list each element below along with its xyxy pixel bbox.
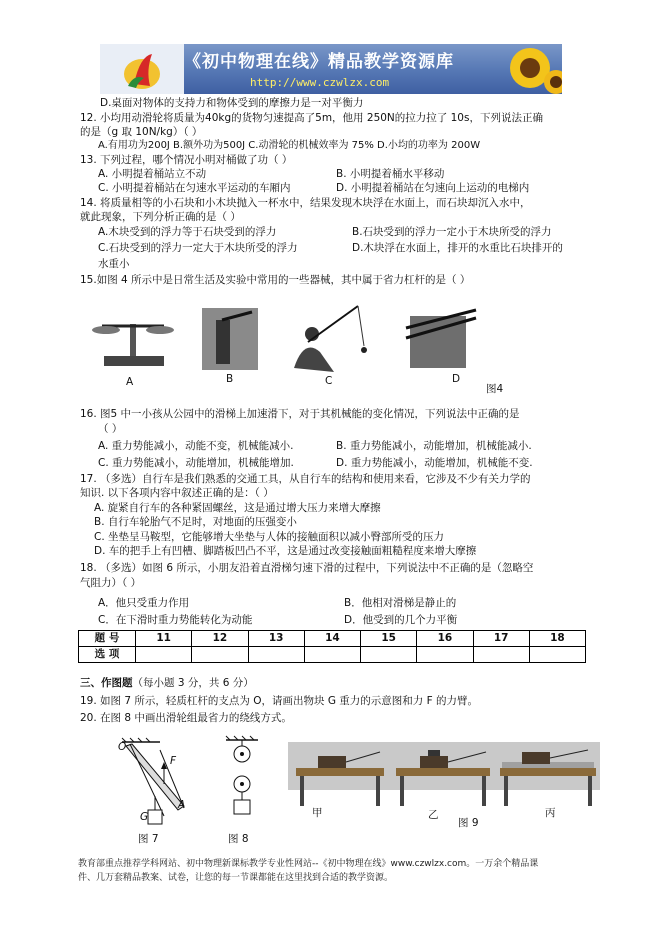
fig9-label-bing: 丙 xyxy=(545,807,556,819)
fig7-label-a: A xyxy=(178,799,186,811)
q14-option-b: B.石块受到的浮力一定小于木块所受的浮力 xyxy=(352,226,552,238)
q16-option-c: C. 重力势能减小，动能增加，机械能增加. xyxy=(98,457,294,469)
q14-option-d: D.木块浮在水面上，排开的水重比石块排开的 xyxy=(352,242,563,254)
table-question-number: 12 xyxy=(192,631,248,647)
fig9-caption: 图 9 xyxy=(458,817,479,829)
fig4-label-c: C xyxy=(325,375,333,387)
q20-stem: 20. 在图 8 中画出滑轮组最省力的绕线方式。 xyxy=(80,712,292,724)
q12-stem: 12. 小均用动滑轮将质量为40kg的货物匀速提高了5m，他用 250N的拉力拉了 10s，下列说法正确 xyxy=(80,112,543,124)
q13-option-d: D. 小明提着桶站在匀速向上运动的电梯内 xyxy=(336,182,530,194)
fig7-caption: 图 7 xyxy=(138,833,159,845)
table-question-number: 14 xyxy=(304,631,360,647)
fig7-label-f: F xyxy=(170,755,177,767)
q14-stem: 14. 将质量相等的小石块和小木块抛入一杯水中，结果发现木块浮在水面上，而石块却沉入水中， xyxy=(80,197,531,209)
figure-4-tools xyxy=(84,298,484,390)
answer-cell[interactable] xyxy=(136,647,192,663)
q18-option-d: D．他受到的几个力平衡 xyxy=(344,614,458,626)
fig4-balance-scale xyxy=(92,324,174,366)
q18-stem: 18. （多选）如图 6 所示，小朋友沿着直滑梯匀速下滑的过程中，下列说法中不正确的是（忽略空 xyxy=(80,562,534,574)
q19-stem: 19. 如图 7 所示，轻质杠杆的支点为 O，请画出物块 G 重力的示意图和力 F 的力臂。 xyxy=(80,695,479,707)
answer-cell[interactable] xyxy=(529,647,585,663)
answer-cell[interactable] xyxy=(304,647,360,663)
q12-options: A.有用功为200J B.额外功为500J C.动滑轮的机械效率为 75% D.小均的功率为 200W xyxy=(98,140,481,151)
fig4-caption: 图4 xyxy=(486,383,504,395)
q18-stem-cont: 气阻力）（ ） xyxy=(80,577,142,589)
q18-option-a: A．他只受重力作用 xyxy=(98,597,190,609)
answer-table xyxy=(78,630,586,663)
q17-stem: 17. （多选）自行车是我们熟悉的交通工具，从自行车的结构和使用来看，它涉及不少有关力学的 xyxy=(80,473,531,485)
figure-8-pulley-block xyxy=(222,734,262,830)
sunflower-icon xyxy=(500,44,562,94)
q13-stem: 13. 下列过程，哪个情况小明对桶做了功（ ） xyxy=(80,154,293,166)
q16-option-d: D. 重力势能减小，动能增加，机械能不变. xyxy=(336,457,533,469)
table-question-number: 15 xyxy=(361,631,417,647)
q14-stem-cont: 就此现象，下列分析正确的是（ ） xyxy=(80,211,241,223)
answer-cell[interactable] xyxy=(417,647,473,663)
fig4-water-pump xyxy=(202,308,258,370)
answer-cell[interactable] xyxy=(473,647,529,663)
answer-cell[interactable] xyxy=(192,647,248,663)
answer-cell[interactable] xyxy=(248,647,304,663)
section-3-note: （每小题 3 分，共 6 分） xyxy=(132,677,254,689)
footer-line-2: 件、几万套精品教案、试卷，让您的每一节课都能在这里找到合适的教学资源。 xyxy=(78,872,394,883)
q17-option-c: C. 坐垫呈马鞍型，它能够增大坐垫与人体的接触面积以减小臀部所受的压力 xyxy=(94,531,445,543)
table-label-question-number: 题 号 xyxy=(79,631,136,647)
fig9-label-yi: 乙 xyxy=(428,809,439,821)
site-logo-icon xyxy=(100,44,184,94)
fig4-long-shears xyxy=(406,310,476,368)
q13-option-c: C. 小明提着桶站在匀速水平运动的车厢内 xyxy=(98,182,291,194)
q17-option-a: A. 旋紧自行车的各种紧固螺丝，这是通过增大压力来增大摩擦 xyxy=(94,502,381,514)
q16-stem: 16. 图5 中一小孩从公园中的滑梯上加速滑下，对于其机械能的变化情况，下列说法中正确的是 xyxy=(80,408,520,420)
section-3-title xyxy=(80,676,254,690)
fig7-label-o: O xyxy=(118,741,127,753)
banner-url[interactable]: http://www.czwlzx.com xyxy=(250,76,390,89)
footer-line-1: 教育部重点推荐学科网站、初中物理新课标教学专业性网站--《初中物理在线》www.czwlzx.com。一万余个精品课 xyxy=(78,859,539,869)
fig4-label-b: B xyxy=(226,373,234,385)
q16-option-b: B. 重力势能减小，动能增加，机械能减小. xyxy=(336,440,532,452)
fig4-fishing-rod xyxy=(294,306,367,372)
fig7-label-g: G xyxy=(140,811,149,823)
fig9-label-jia: 甲 xyxy=(312,807,323,819)
table-question-number: 16 xyxy=(417,631,473,647)
q13-option-b: B. 小明提着桶水平移动 xyxy=(336,168,445,180)
q14-option-a: A.木块受到的浮力等于石块受到的浮力 xyxy=(98,226,277,238)
q14-option-d-cont: 水重小 xyxy=(98,258,130,270)
section-3-heading: 三、作图题 xyxy=(80,677,133,689)
q13-option-a: A. 小明提着桶站立不动 xyxy=(98,168,207,180)
q11-option-d: D.桌面对物体的支持力和物体受到的摩擦力是一对平衡力 xyxy=(100,97,364,109)
q17-stem-cont: 知识. 以下各项内容中叙述正确的是：（ ） xyxy=(80,487,274,499)
q12-stem-cont: 的是（g 取 10N/kg）（ ） xyxy=(80,126,203,138)
q14-option-c: C.石块受到的浮力一定大于木块所受的浮力 xyxy=(98,242,298,254)
table-label-answer: 选 项 xyxy=(79,647,136,663)
q18-option-b: B．他相对滑梯是静止的 xyxy=(344,597,457,609)
fig4-label-d: D xyxy=(452,373,461,385)
figure-9-friction-experiment xyxy=(288,742,600,806)
answer-table-answer-row xyxy=(79,647,586,663)
q17-option-b: B. 自行车轮胎气不足时，对地面的压强变小 xyxy=(94,516,297,528)
q18-option-c: C．在下滑时重力势能转化为动能 xyxy=(98,614,253,626)
table-question-number: 11 xyxy=(136,631,192,647)
header-banner xyxy=(100,44,562,94)
answer-cell[interactable] xyxy=(361,647,417,663)
q16-stem-cont: （ ） xyxy=(98,423,123,435)
banner-title: 《初中物理在线》精品教学资源库 xyxy=(184,52,454,72)
fig4-label-a: A xyxy=(126,376,134,388)
q16-option-a: A. 重力势能减小，动能不变，机械能减小. xyxy=(98,440,294,452)
answer-table-header-row xyxy=(79,631,586,647)
table-question-number: 18 xyxy=(529,631,585,647)
q15-stem: 15.如图 4 所示中是日常生活及实验中常用的一些器械，其中属于省力杠杆的是（ ） xyxy=(80,274,471,286)
fig8-caption: 图 8 xyxy=(228,833,249,845)
figure-7-lever xyxy=(120,736,200,828)
table-question-number: 17 xyxy=(473,631,529,647)
q17-option-d: D. 车的把手上有凹槽、脚踏板凹凸不平，这是通过改变接触面粗糙程度来增大摩擦 xyxy=(94,545,477,557)
page-footer xyxy=(78,858,588,886)
table-question-number: 13 xyxy=(248,631,304,647)
